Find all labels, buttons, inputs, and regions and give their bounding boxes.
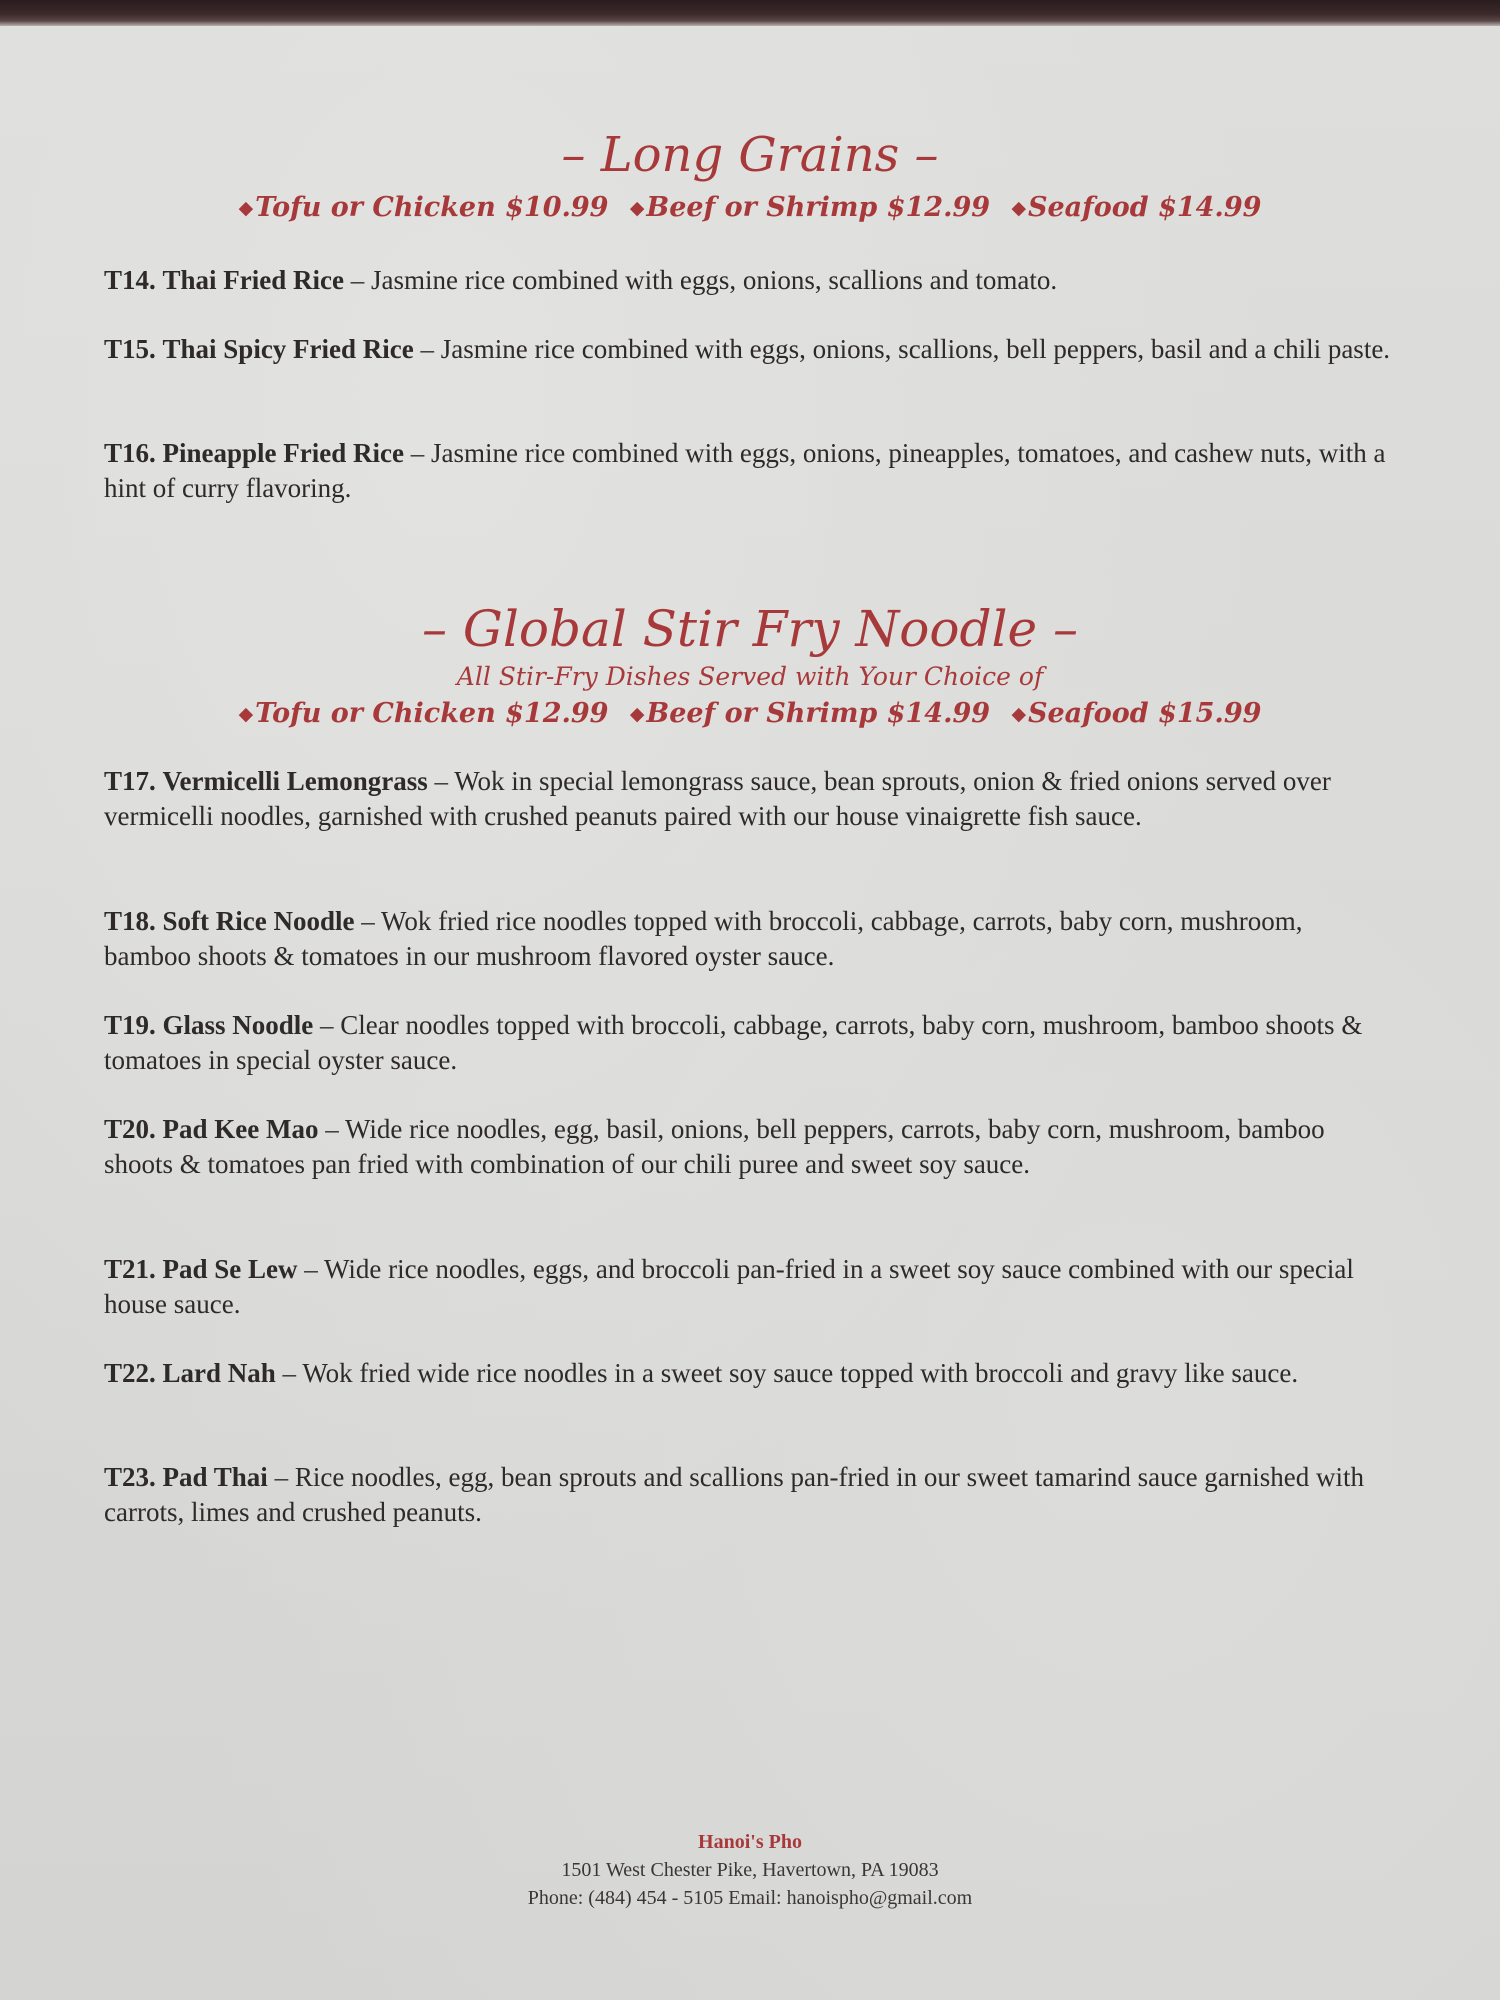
price-option-label: Beef or Shrimp $14.99 [646,698,991,729]
restaurant-address: 1501 West Chester Pike, Havertown, PA 19083 [561,1859,939,1881]
item-description: Wok fried wide rice noodles in a sweet soy sauce topped with broccoli and gravy like sauce. [302,1358,1299,1388]
price-option [1011,192,1261,223]
menu-item-t22 [104,1356,1394,1391]
price-option [1011,698,1261,729]
item-description: Jasmine rice combined with eggs, onions, scallions and tomato. [371,265,1058,295]
item-code: T23. [104,1462,156,1492]
item-name: Soft Rice Noodle [162,906,355,936]
menu-item-t21 [104,1252,1394,1322]
price-option [239,698,609,729]
price-line-global-stir-fry-noodle [0,694,1500,734]
item-name: Glass Noodle [162,1010,314,1040]
item-description: Wok in special lemongrass sauce, bean sprouts, onion & fried onions served over vermicelli noodles, garnished with crushed peanuts paired with our house vinaigrette fish sauce. [104,766,1331,831]
item-code: T15. [104,334,156,364]
item-name: Pad Se Lew [162,1254,298,1284]
diamond-bullet-icon: ◆ [238,197,254,219]
item-code: T18. [104,906,156,936]
diamond-bullet-icon: ◆ [1011,197,1026,219]
item-code: T17. [104,766,156,796]
price-option [630,192,990,223]
menu-item-t19 [104,1008,1394,1078]
section-title-global-stir-fry-noodle: – Global Stir Fry Noodle – [422,600,1078,658]
menu-item-t16 [104,436,1394,506]
item-name: Pad Kee Mao [162,1114,319,1144]
item-separator: – [267,1462,295,1492]
price-option-label: Seafood $15.99 [1027,698,1262,729]
item-description: Jasmine rice combined with eggs, onions, scallions, bell peppers, basil and a chili paste. [440,334,1391,364]
item-code: T22. [104,1358,156,1388]
item-code: T21. [104,1254,156,1284]
diamond-bullet-icon: ◆ [238,703,254,725]
item-code: T14. [104,265,156,295]
menu-item-t20 [104,1112,1394,1182]
price-option [239,192,609,223]
item-description: Wide rice noodles, eggs, and broccoli pan-fried in a sweet soy sauce combined with our special house sauce. [104,1254,1354,1319]
diamond-bullet-icon: ◆ [629,197,645,219]
menu-item-t14 [104,263,1394,298]
menu-binder-edge [0,0,1500,26]
item-name: Lard Nah [162,1358,276,1388]
section-note: All Stir-Fry Dishes Served with Your Choice of [456,662,1044,691]
item-separator: – [318,1114,345,1144]
item-separator: – [403,438,431,468]
item-name: Pad Thai [162,1462,268,1492]
item-code: T16. [104,438,156,468]
item-separator: – [275,1358,303,1388]
menu-item-t23 [104,1460,1394,1530]
item-code: T19. [104,1010,156,1040]
item-separator: – [413,334,441,364]
item-description: Wok fried rice noodles topped with broccoli, cabbage, carrots, baby corn, mushroom, bamboo shoots & tomatoes in our mushroom flavored oyster sauce. [104,906,1303,971]
item-description: Jasmine rice combined with eggs, onions, pineapples, tomatoes, and cashew nuts, with a hint of curry flavoring. [104,438,1386,503]
item-name: Thai Spicy Fried Rice [162,334,414,364]
item-code: T20. [104,1114,156,1144]
diamond-bullet-icon: ◆ [629,703,645,725]
item-separator: – [427,766,455,796]
item-name: Pineapple Fried Rice [162,438,404,468]
item-name: Thai Fried Rice [162,265,344,295]
item-separator: – [344,265,371,295]
item-description: Rice noodles, egg, bean sprouts and scallions pan-fried in our sweet tamarind sauce garnished with carrots, limes and crushed peanuts. [104,1462,1365,1527]
item-description: Clear noodles topped with broccoli, cabbage, carrots, baby corn, mushroom, bamboo shoots & tomatoes in special oyster sauce. [104,1010,1363,1075]
item-separator: – [313,1010,341,1040]
restaurant-footer [0,1828,1500,1912]
price-option-label: Seafood $14.99 [1027,192,1262,223]
diamond-bullet-icon: ◆ [1011,703,1026,725]
item-separator: – [297,1254,325,1284]
price-option-label: Tofu or Chicken $12.99 [255,698,609,729]
restaurant-contact: Phone: (484) 454 - 5105 Email: hanoispho@gmail.com [527,1887,973,1909]
price-line-long-grains [0,188,1500,228]
item-separator: – [354,906,381,936]
menu-item-t15 [104,332,1394,367]
price-option-label: Tofu or Chicken $10.99 [255,192,609,223]
menu-item-t18 [104,904,1394,974]
menu-item-t17 [104,764,1394,834]
restaurant-name: Hanoi's Pho [698,1831,802,1853]
price-option [630,698,990,729]
item-name: Vermicelli Lemongrass [162,766,428,796]
section-title-long-grains: – Long Grains – [561,127,939,183]
price-option-label: Beef or Shrimp $12.99 [646,192,991,223]
item-description: Wide rice noodles, egg, basil, onions, bell peppers, carrots, baby corn, mushroom, bamboo shoots & tomatoes pan fried with combination of our chili puree and sweet soy sauce. [104,1114,1325,1179]
